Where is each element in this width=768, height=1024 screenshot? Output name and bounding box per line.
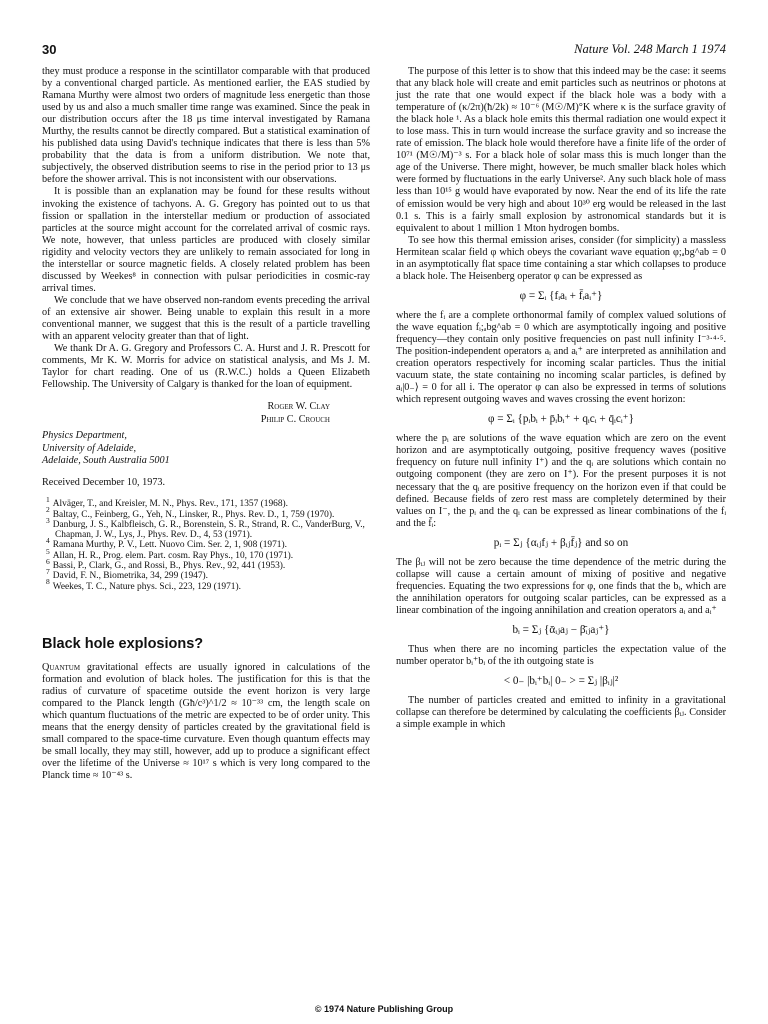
affiliation-line: University of Adelaide, [42,442,137,454]
running-header [42,42,726,58]
author-name: Philip C. Crouch [260,413,330,425]
reference-item [42,505,370,520]
reference-item [42,515,370,541]
body-paragraph: they must produce a response in the scintillator comparable with that produced by a conventional charged particle. As mentioned earlier, the EAS studied by Ramana Murthy were almost two orders of magnitude less energetic than those used by us and also a much smaller time range was examined. Since the peak in our distribution occurs after the 18 μs time interval investigated by Ramana Murthy, the results cannot be directly compared. But a statistical examination of his published data using David's technique indicates that there is less than 5% probability that the data is from a uniform distribution. We note that, subjectively, the observed distribution seems to rise in the period prior to 13 μs before the shower arrival. This is not inconsistent with our observations. [42,66,370,186]
reference-item [42,567,370,582]
reference-text: Danburg, J. S., Kalbfleisch, G. R., Borenstein, S. R., Strand, R. C., VanderBurg, V., Chapman, J. W., Lys, J., Phys. Rev. D., 4, 53 (1971). [52,519,365,541]
body-paragraph: Thus when there are no incoming particles the expectation value of the number operator bᵢ⁺bᵢ of the ith outgoing state is [396,644,726,668]
reference-number: 5 [46,546,50,556]
left-column [42,66,370,782]
author-name: Roger W. Clay [267,401,330,413]
article-lead-paragraph [42,662,370,782]
reference-item [42,577,370,592]
affiliation [42,430,370,467]
reference-number: 2 [46,505,50,515]
equation: < 0₋ |bᵢ⁺bᵢ| 0₋ > = Σⱼ |βᵢⱼ|² [503,675,619,688]
reference-item [42,536,370,551]
body-paragraph: The βᵢⱼ will not be zero because the time dependence of the metric during the collapse will cause a certain amount of mixing of positive and negative frequencies. Equating the two expressions for φ, one finds that the bᵢ, which are the annihilation operators for outgoing scalar particles, can be expressed as a linear combination of the ingoing annihilation and creation operators aᵢ and aᵢ⁺ [396,556,726,616]
reference-text: Alväger, T., and Kreisler, M. N., Phys. Rev., 171, 1357 (1968). [52,499,288,510]
reference-text: David, F. N., Biometrika, 34, 299 (1947). [52,571,208,582]
received-date: Received December 10, 1973. [42,477,166,489]
body-paragraph: To see how this thermal emission arises, consider (for simplicity) a massless Hermitean scalar field φ which obeys the covariant wave equation φ;ₐbg^ab = 0 in an asymptotically flat space time containing a star which collapses to produce a black hole. The Heisenberg operator φ can be expressed as [396,234,726,282]
copyright-footer: © 1974 Nature Publishing Group [314,1004,454,1014]
article-title: Black hole explosions? [42,635,204,652]
reference-item [42,546,370,561]
reference-number: 1 [46,495,50,505]
reference-text: Weekes, T. C., Nature phys. Sci., 223, 129 (1971). [52,581,241,592]
reference-number: 3 [46,515,50,525]
page-number: 30 [42,42,57,57]
reference-number: 7 [46,567,50,577]
reference-number: 4 [46,536,50,546]
body-paragraph: We thank Dr A. G. Gregory and Professors C. A. Hurst and J. R. Prescott for comments, Mr K. W. Morris for advice on statistical analysis, and Ms J. M. Taylor for chart reading. One of us (R.W.C.) holds a Queen Elizabeth Fellowship. The University of Calgary is thanked for the loan of equipment. [42,343,370,391]
lead-word: Quantum [42,661,81,673]
affiliation-line: Physics Department, [42,430,127,442]
reference-item [42,556,370,571]
body-paragraph: It is possible than an explanation may be found for these results without invoking the existence of tachyons. A. G. Gregory has pointed out to us that fission or spallation in the interstellar medium or production of associated particles at the source might account for the correlated arrival of cosmic rays. We note, however, that unless particles are produced with closely similar rigidity and velocity vectors they are unlikely to remain associated for long in the interstellar or source magnetic fields. A closely related problem has been discussed by Weekes⁸ in connection with pulsar periodicities in cosmic-ray arrival times. [42,186,370,294]
body-paragraph: The purpose of this letter is to show that this indeed may be the case: it seems that any black hole will create and emit particles such as neutrinos or photons at just the rate that one would expect if the black hole was a body with a temperature of (κ/2π)(ħ/2k) ≈ 10⁻⁶ (M☉/M)°K where κ is the surface gravity of the black hole ¹. As a black hole emits this thermal radiation one would expect it to lose mass. This in turn would increase the surface gravity and so increase the rate of emission. The black hole would therefore have a finite life of the order of 10⁷¹ (M☉/M)⁻³ s. For a black hole of solar mass this is much longer than the age of the Universe. There might, however, be much smaller black holes which were formed by fluctuations in the early Universe². Any such black hole of mass less than 10¹⁵ g would have evaporated by now. Near the end of its life the rate of emission would be very high and about 10³⁰ erg would be released in the last 0.1 s. This is a fairly small explosion by astronomical standards but it is equivalent to about 1 million 1 Mton hydrogen bombs. [396,66,726,234]
body-paragraph: where the fᵢ are a complete orthonormal family of complex valued solutions of the wave equation fᵢ;ₐbg^ab = 0 which are asymptotically ingoing and positive frequency—they contain only positive frequencies on past null infinity I⁻³·⁴·⁵. The position-independent operators aᵢ and aᵢ⁺ are interpreted as annihilation and creation operators respectively for incoming scalar particles. Thus the initial vacuum state, the state containing no incoming scalar particles, is defined by aᵢ|0₋⟩ = 0 for all i. The operator φ can also be expressed in terms of solutions which represent outgoing waves and waves crossing the event horizon: [396,309,726,406]
equation: bᵢ = Σⱼ {ᾱᵢⱼaⱼ − β̄ᵢⱼaⱼ⁺} [512,623,610,636]
reference-item [42,495,370,510]
reference-text: Ramana Murthy, P. V., Lett. Nuovo Cim. Ser. 2, 1, 908 (1971). [52,540,287,551]
reference-list [42,495,370,592]
reference-text: Allan, H. R., Prog. elem. Part. cosm. Ray Phys., 10, 170 (1971). [52,550,294,561]
equation: φ = Σᵢ {pᵢbᵢ + p̄ᵢbᵢ⁺ + qᵢcᵢ + q̄ᵢcᵢ⁺} [488,413,634,426]
journal-citation: Nature Vol. 248 March 1 1974 [574,42,726,56]
equation: φ = Σᵢ {fᵢaᵢ + f̄ᵢaᵢ⁺} [519,289,603,302]
lead-text: gravitational effects are usually ignored in calculations of the formation and evolution of black holes. The justification for this is that the radius of curvature of spacetime outside the event horizon is very large compared to the Planck length (Għ/c³)^1/2 ≈ 10⁻³³ cm, the length scale on which quantum fluctuations of the metric are expected to be of order unity. This means that the energy density of particles created by the gravitational field is small compared to the space-time curvature. Even though quantum effects may be small locally, they may still, however, add up to produce a significant effect over the lifetime of the Universe ≈ 10¹⁷ s which is very long compared to the Planck time ≈ 10⁻⁴³ s. [42,661,370,782]
author-signature [42,401,370,426]
body-paragraph: where the pᵢ are solutions of the wave equation which are zero on the event horizon and are asymptotically outgoing, positive frequency waves (positive frequency on future null infinity I⁺) and the qᵢ are solutions which contain no outgoing component (they are zero on I⁺). For the present purposes it is not necessary that the qᵢ are positive frequency on the horizon even if that could be defined. Because fields of zero rest mass are completely determined by their values on I⁻, the pᵢ and the qᵢ can be expressed as linear combinations of the fᵢ and the f̄ᵢ: [396,433,726,529]
equation: pᵢ = Σⱼ {αᵢⱼfⱼ + βᵢⱼf̄ⱼ} and so on [493,536,629,549]
body-paragraph: The number of particles created and emitted to infinity in a gravitational collapse can therefore be determined by calculating the coefficients βᵢⱼ. Consider a simple example in which [396,695,726,731]
right-column [396,66,726,731]
reference-text: Bassi, P., Clark, G., and Rossi, B., Phys. Rev., 92, 441 (1953). [52,560,286,571]
reference-number: 6 [46,556,50,566]
reference-text: Baltay, C., Feinberg, G., Yeh, N., Linsker, R., Phys. Rev. D., 1, 759 (1970). [52,509,335,520]
body-paragraph: We conclude that we have observed non-random events preceding the arrival of an extensive air shower. Being unable to explain this result in a more conventional manner, we suggest that this is the result of a particle travelling with an apparent velocity greater than that of light. [42,294,370,343]
reference-number: 8 [46,577,50,587]
affiliation-line: Adelaide, South Australia 5001 [42,454,170,466]
